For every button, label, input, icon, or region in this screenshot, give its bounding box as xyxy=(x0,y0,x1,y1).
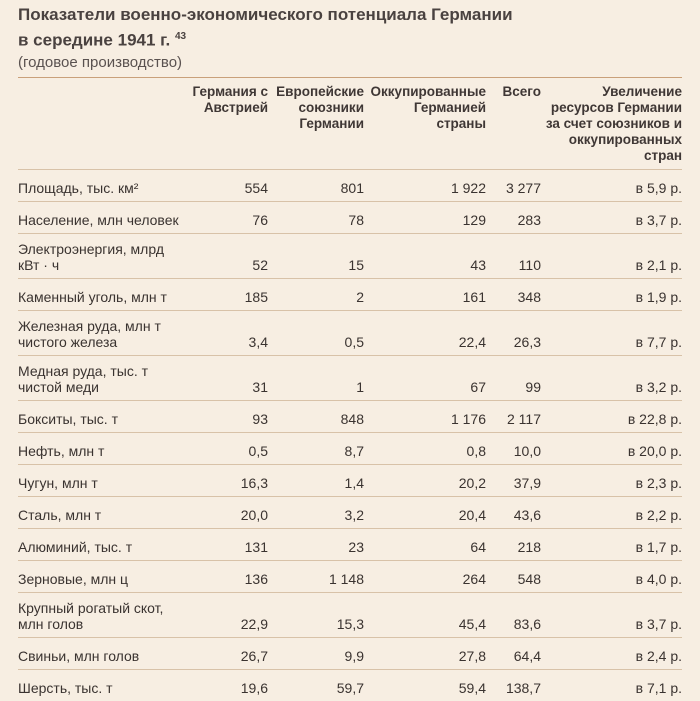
cell-germany: 20,0 xyxy=(240,506,268,523)
cell-increase: в 22,8 р. xyxy=(627,410,682,427)
cell-occupied: 0,8 xyxy=(466,442,486,459)
row-label: Алюминий, тыс. т xyxy=(18,538,133,555)
table-row xyxy=(18,432,682,464)
table-row xyxy=(18,355,682,400)
cell-occupied: 1 922 xyxy=(450,179,486,196)
table-row xyxy=(18,169,682,201)
cell-increase: в 7,1 р. xyxy=(635,679,682,696)
row-label: Чугун, млн т xyxy=(18,474,98,491)
footnote-ref: 43 xyxy=(175,31,187,42)
cell-occupied: 1 176 xyxy=(450,410,486,427)
row-label: Население, млн человек xyxy=(18,211,179,228)
header-row xyxy=(18,77,682,169)
table-row xyxy=(18,278,682,310)
table-row xyxy=(18,310,682,355)
row-label: Электроэнергия, млрд кВт · ч xyxy=(18,240,164,273)
cell-allies: 3,2 xyxy=(344,506,364,523)
table-row xyxy=(18,496,682,528)
cell-total: 348 xyxy=(517,288,541,305)
cell-occupied: 129 xyxy=(462,211,486,228)
cell-occupied: 45,4 xyxy=(458,615,486,632)
cell-occupied: 67 xyxy=(470,378,486,395)
cell-total: 138,7 xyxy=(505,679,541,696)
cell-total: 2 117 xyxy=(507,410,541,427)
cell-allies: 15 xyxy=(348,256,364,273)
cell-total: 110 xyxy=(518,256,541,273)
cell-allies: 0,5 xyxy=(344,333,364,350)
row-label: Шерсть, тыс. т xyxy=(18,679,113,696)
cell-allies: 59,7 xyxy=(336,679,364,696)
cell-germany: 16,3 xyxy=(240,474,268,491)
cell-allies: 848 xyxy=(340,410,364,427)
row-label: Бокситы, тыс. т xyxy=(18,410,118,427)
cell-occupied: 20,2 xyxy=(458,474,486,491)
cell-occupied: 27,8 xyxy=(458,647,486,664)
header-empty xyxy=(18,77,186,169)
cell-increase: в 3,7 р. xyxy=(635,615,682,632)
cell-allies: 78 xyxy=(348,211,364,228)
header-increase: Увеличение ресурсов Германии за счет союзников и оккупированных стран xyxy=(545,83,682,163)
cell-increase: в 1,7 р. xyxy=(635,538,682,555)
cell-allies: 801 xyxy=(340,179,364,196)
table-row xyxy=(18,201,682,233)
cell-germany: 31 xyxy=(252,378,268,395)
cell-increase: в 2,1 р. xyxy=(635,256,682,273)
cell-total: 283 xyxy=(517,211,541,228)
cell-total: 10,0 xyxy=(513,442,541,459)
table-title xyxy=(18,4,682,52)
row-label: Зерновые, млн ц xyxy=(18,570,129,587)
cell-total: 64,4 xyxy=(513,647,541,664)
cell-increase: в 4,0 р. xyxy=(635,570,682,587)
row-label: Крупный рогатый скот, млн голов xyxy=(18,599,164,632)
cell-increase: в 3,7 р. xyxy=(635,211,682,228)
table-row xyxy=(18,592,682,637)
cell-increase: в 5,9 р. xyxy=(635,179,682,196)
row-label: Сталь, млн т xyxy=(18,506,102,523)
cell-total: 218 xyxy=(517,538,541,555)
cell-germany: 136 xyxy=(244,570,268,587)
cell-germany: 0,5 xyxy=(248,442,268,459)
table-row xyxy=(18,669,682,701)
cell-occupied: 64 xyxy=(470,538,486,555)
header-total: Всего xyxy=(502,83,541,99)
cell-allies: 1,4 xyxy=(344,474,364,491)
row-label: Медная руда, тыс. т чистой меди xyxy=(18,362,149,395)
cell-germany: 3,4 xyxy=(248,333,268,350)
cell-increase: в 3,2 р. xyxy=(635,378,682,395)
cell-total: 43,6 xyxy=(513,506,541,523)
title-line-2 xyxy=(18,26,682,52)
cell-germany: 93 xyxy=(252,410,268,427)
row-label: Свиньи, млн голов xyxy=(18,647,140,664)
row-label: Каменный уголь, млн т xyxy=(18,288,167,305)
cell-increase: в 2,2 р. xyxy=(635,506,682,523)
cell-increase: в 20,0 р. xyxy=(627,442,682,459)
cell-total: 548 xyxy=(517,570,541,587)
cell-germany: 76 xyxy=(252,211,268,228)
cell-allies: 8,7 xyxy=(344,442,364,459)
header-allies: Европейские союзники Германии xyxy=(276,83,364,131)
cell-germany: 131 xyxy=(244,538,268,555)
cell-allies: 1 148 xyxy=(328,570,364,587)
cell-occupied: 43 xyxy=(470,256,486,273)
cell-germany: 19,6 xyxy=(240,679,268,696)
cell-occupied: 59,4 xyxy=(458,679,486,696)
cell-occupied: 161 xyxy=(462,288,486,305)
cell-total: 83,6 xyxy=(513,615,541,632)
cell-allies: 23 xyxy=(348,538,364,555)
table-row xyxy=(18,400,682,432)
cell-allies: 1 xyxy=(356,378,364,395)
cell-germany: 26,7 xyxy=(240,647,268,664)
data-table xyxy=(18,77,682,701)
cell-increase: в 2,3 р. xyxy=(635,474,682,491)
table-row xyxy=(18,528,682,560)
cell-germany: 52 xyxy=(252,256,268,273)
cell-total: 3 277 xyxy=(505,179,541,196)
cell-allies: 9,9 xyxy=(344,647,364,664)
header-germany: Германия с Австрией xyxy=(192,83,268,115)
row-label: Нефть, млн т xyxy=(18,442,105,459)
cell-increase: в 7,7 р. xyxy=(635,333,682,350)
cell-occupied: 264 xyxy=(462,570,486,587)
row-label: Площадь, тыс. км² xyxy=(18,179,139,196)
cell-occupied: 20,4 xyxy=(458,506,486,523)
cell-occupied: 22,4 xyxy=(458,333,486,350)
cell-total: 99 xyxy=(525,378,541,395)
title-line-1: Показатели военно-экономического потенциала Германии xyxy=(18,5,513,24)
table-row xyxy=(18,464,682,496)
cell-total: 26,3 xyxy=(513,333,541,350)
row-label: Железная руда, млн т чистого железа xyxy=(18,317,161,350)
cell-increase: в 1,9 р. xyxy=(635,288,682,305)
table-row xyxy=(18,560,682,592)
cell-germany: 554 xyxy=(244,179,268,196)
cell-allies: 2 xyxy=(356,288,364,305)
cell-allies: 15,3 xyxy=(336,615,364,632)
table-row xyxy=(18,637,682,669)
table-subtitle: (годовое производство) xyxy=(18,53,183,71)
table-body xyxy=(18,169,682,701)
title-line-2-text: в середине 1941 г. xyxy=(18,30,171,50)
header-occupied: Оккупированные Германией страны xyxy=(370,83,486,131)
cell-germany: 22,9 xyxy=(240,615,268,632)
cell-increase: в 2,4 р. xyxy=(635,647,682,664)
cell-germany: 185 xyxy=(244,288,268,305)
cell-total: 37,9 xyxy=(513,474,541,491)
table-row xyxy=(18,233,682,278)
